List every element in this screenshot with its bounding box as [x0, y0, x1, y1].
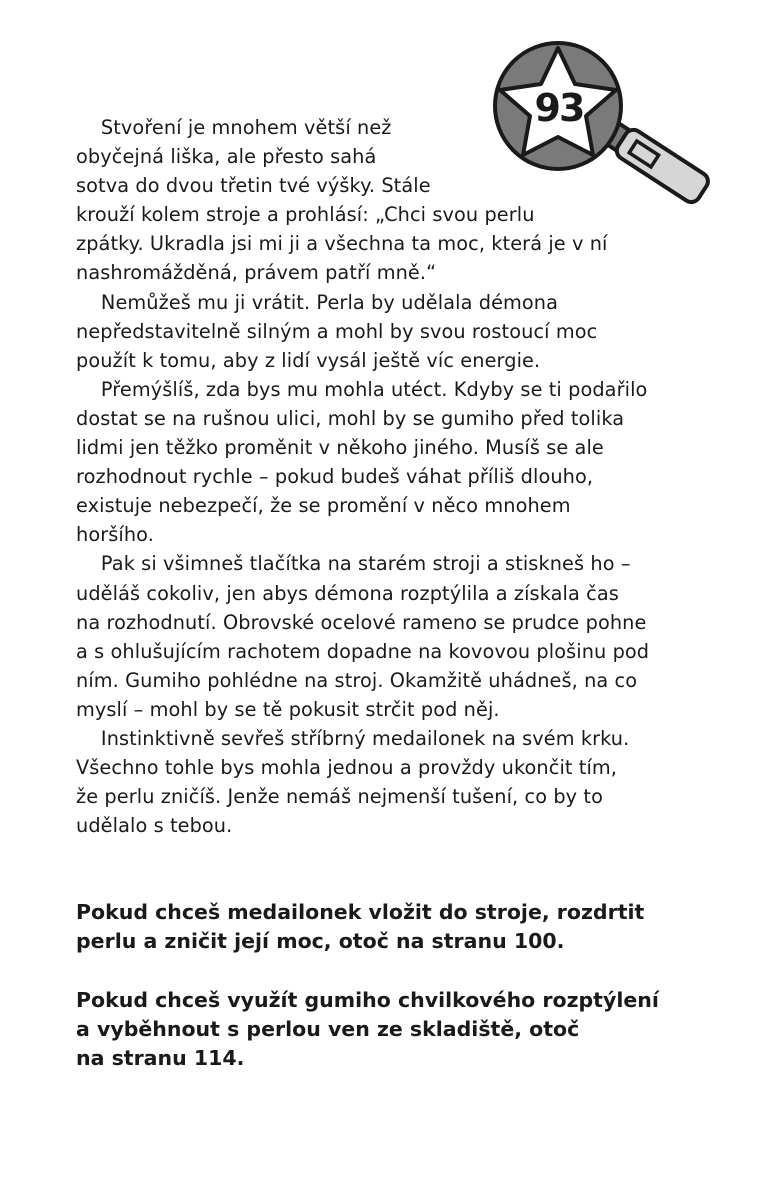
story-text: [76, 113, 696, 840]
text-line: rozhodnout rychle – pokud budeš váhat příliš dlouho,: [76, 465, 594, 489]
choice-line: Pokud chceš využít gumiho chvilkového rozptýlení: [76, 987, 659, 1012]
text-line: Nemůžeš mu ji vrátit. Perla by udělala démona: [76, 290, 559, 314]
text-line: ním. Gumiho pohlédne na stroj. Okamžitě uhádneš, na co: [76, 668, 638, 692]
text-line: dostat se na rušnou ulici, mohl by se gumiho před tolika: [76, 406, 625, 430]
text-line: na rozhodnutí. Obrovské ocelové rameno se prudce pohne: [76, 610, 647, 634]
text-line: udělalo s tebou.: [76, 814, 233, 838]
choice-line: a vyběhnout s perlou ven ze skladiště, otoč: [76, 1016, 580, 1041]
text-line: horšího.: [76, 523, 154, 547]
choice-line: perlu a zničit její moc, otoč na stranu 100.: [76, 929, 565, 954]
text-line: Instinktivně sevřeš stříbrný medailonek na svém krku.: [76, 726, 630, 750]
text-line: že perlu zničíš. Jenže nemáš nejmenší tušení, co by to: [76, 785, 603, 809]
text-line: Stvoření je mnohem větší než: [76, 116, 392, 139]
text-line: sotva do dvou třetin tvé výšky. Stále: [76, 174, 431, 198]
text-line: myslí – mohl by se tě pokusit strčit pod něj.: [76, 697, 500, 721]
text-line: nashromážděná, právem patří mně.“: [76, 261, 437, 285]
page-number: 93: [534, 86, 584, 130]
choice-line: na stranu 114.: [76, 1045, 245, 1070]
choice-line: Pokud chceš medailonek vložit do stroje, rozdrtit: [76, 900, 645, 924]
text-line: lidmi jen těžko proměnit v někoho jiného. Musíš se ale: [76, 436, 604, 460]
text-line: existuje nebezpečí, že se promění v něco mnohem: [76, 494, 571, 518]
text-line: nepředstavitelně silným a mohl by svou rostoucí moc: [76, 319, 598, 343]
text-line: obyčejná liška, ale přesto sahá: [76, 145, 377, 169]
choice-go-to-page-114[interactable]: [76, 986, 716, 1073]
text-line: Přemýšlíš, zda bys mu mohla utéct. Kdyby se ti podařilo: [76, 377, 648, 401]
text-line: Pak si všimneš tlačítka na starém stroji a stiskneš ho –: [76, 552, 631, 576]
text-line: uděláš cokoliv, jen abys démona rozptýlila a získala čas: [76, 581, 619, 605]
text-line: Všechno tohle bys mohla jednou a provždy ukončit tím,: [76, 756, 618, 780]
choices: [76, 898, 716, 1102]
text-line: a s ohlušujícím rachotem dopadne na kovovou plošinu pod: [76, 639, 650, 663]
text-line: zpátky. Ukradla jsi mi ji a všechna ta moc, která je v ní: [76, 232, 608, 256]
text-line: použít k tomu, aby z lidí vysál ještě víc energie.: [76, 348, 541, 372]
text-line: krouží kolem stroje a prohlásí: „Chci svou perlu: [76, 203, 535, 227]
choice-go-to-page-100[interactable]: [76, 898, 716, 956]
